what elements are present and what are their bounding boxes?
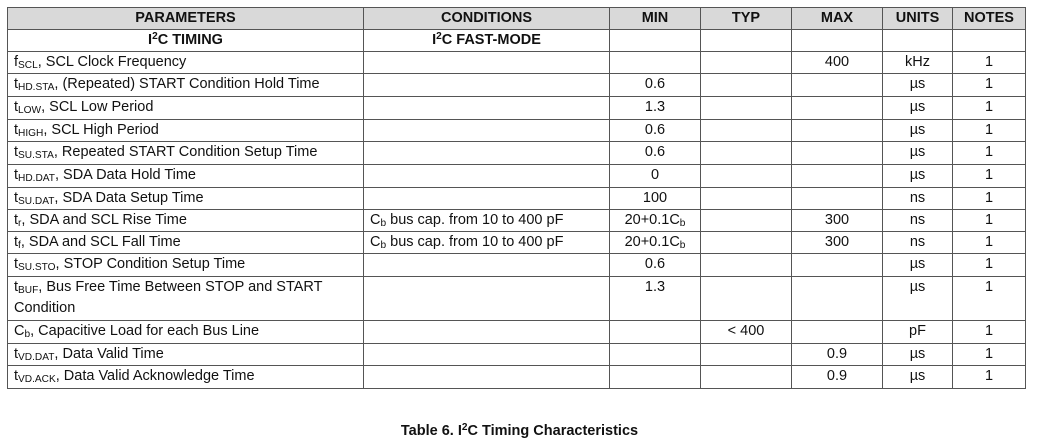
header-conditions: CONDITIONS	[364, 8, 610, 30]
condition-cell	[364, 366, 610, 389]
notes-cell: 1	[953, 188, 1026, 210]
header-row	[8, 8, 1026, 30]
typ-cell	[701, 97, 792, 120]
min-cell	[610, 321, 701, 344]
notes-cell: 1	[953, 74, 1026, 97]
units-cell: µs	[883, 254, 953, 277]
table-row	[8, 254, 1026, 277]
typ-cell	[701, 232, 792, 254]
units-cell: ns	[883, 210, 953, 232]
min-cell	[610, 52, 701, 74]
max-cell: 0.9	[792, 344, 883, 366]
typ-cell	[701, 142, 792, 165]
max-cell	[792, 188, 883, 210]
units-cell: µs	[883, 366, 953, 389]
notes-cell: 1	[953, 254, 1026, 277]
table-row	[8, 165, 1026, 188]
notes-cell: 1	[953, 366, 1026, 389]
condition-cell	[364, 120, 610, 142]
subheader-parameters: $I^2C$ TIMING	[8, 30, 364, 52]
condition-cell	[364, 254, 610, 277]
subheader-min	[610, 30, 701, 52]
units-cell: ns	[883, 188, 953, 210]
param-cell: $t_{BUF}$, Bus Free Time Between STOP and START Condition	[8, 277, 364, 321]
units-cell: µs	[883, 74, 953, 97]
param-cell: $t_{VD.ACK}$, Data Valid Acknowledge Time	[8, 366, 364, 389]
condition-cell	[364, 165, 610, 188]
subheader-units	[883, 30, 953, 52]
condition-cell: $C_b$ bus cap. from 10 to 400 pF	[364, 232, 610, 254]
units-cell: µs	[883, 277, 953, 321]
notes-cell: 1	[953, 344, 1026, 366]
units-cell: µs	[883, 165, 953, 188]
table-row	[8, 74, 1026, 97]
notes-cell: 1	[953, 97, 1026, 120]
condition-cell	[364, 277, 610, 321]
units-cell: kHz	[883, 52, 953, 74]
typ-cell	[701, 52, 792, 74]
table-row	[8, 321, 1026, 344]
typ-cell: < 400	[701, 321, 792, 344]
condition-cell	[364, 97, 610, 120]
table-row	[8, 277, 1026, 321]
param-cell: $t_{SU.STO}$, STOP Condition Setup Time	[8, 254, 364, 277]
table-row	[8, 120, 1026, 142]
typ-cell	[701, 74, 792, 97]
subheader-notes	[953, 30, 1026, 52]
notes-cell: 1	[953, 165, 1026, 188]
param-cell: $t_{SU.DAT}$, SDA Data Setup Time	[8, 188, 364, 210]
max-cell	[792, 74, 883, 97]
table-row	[8, 188, 1026, 210]
table-row	[8, 232, 1026, 254]
notes-cell: 1	[953, 52, 1026, 74]
units-cell: µs	[883, 142, 953, 165]
condition-cell	[364, 344, 610, 366]
param-cell: $t_r$, SDA and SCL Rise Time	[8, 210, 364, 232]
units-cell: pF	[883, 321, 953, 344]
typ-cell	[701, 210, 792, 232]
max-cell	[792, 97, 883, 120]
typ-cell	[701, 277, 792, 321]
param-cell: $t_{HD.STA}$, (Repeated) START Condition Hold Time	[8, 74, 364, 97]
header-typ: TYP	[701, 8, 792, 30]
min-cell	[610, 344, 701, 366]
units-cell: µs	[883, 97, 953, 120]
min-cell	[610, 366, 701, 389]
condition-cell: $C_b$ bus cap. from 10 to 400 pF	[364, 210, 610, 232]
max-cell	[792, 120, 883, 142]
units-cell: µs	[883, 344, 953, 366]
notes-cell: 1	[953, 210, 1026, 232]
table-row	[8, 97, 1026, 120]
condition-cell	[364, 74, 610, 97]
notes-cell: 1	[953, 277, 1026, 321]
table-row	[8, 52, 1026, 74]
notes-cell: 1	[953, 321, 1026, 344]
min-cell: 1.3	[610, 97, 701, 120]
table-row	[8, 142, 1026, 165]
min-cell: 0.6	[610, 74, 701, 97]
condition-cell	[364, 142, 610, 165]
i2c-timing-table	[7, 7, 1026, 389]
typ-cell	[701, 366, 792, 389]
condition-cell	[364, 188, 610, 210]
param-cell: $t_{SU.STA}$, Repeated START Condition Setup Time	[8, 142, 364, 165]
typ-cell	[701, 120, 792, 142]
table-row	[8, 344, 1026, 366]
min-cell: $20+0.1C_b$	[610, 210, 701, 232]
header-min: MIN	[610, 8, 701, 30]
subheader-max	[792, 30, 883, 52]
param-cell: $t_{VD.DAT}$, Data Valid Time	[8, 344, 364, 366]
min-cell: 100	[610, 188, 701, 210]
subheader-conditions: $I^2C$ FAST-MODE	[364, 30, 610, 52]
subheader-typ	[701, 30, 792, 52]
max-cell: 400	[792, 52, 883, 74]
units-cell: µs	[883, 120, 953, 142]
header-notes: NOTES	[953, 8, 1026, 30]
typ-cell	[701, 188, 792, 210]
min-cell: $20+0.1C_b$	[610, 232, 701, 254]
condition-cell	[364, 52, 610, 74]
param-cell: $t_f$, SDA and SCL Fall Time	[8, 232, 364, 254]
min-cell: 0.6	[610, 254, 701, 277]
header-units: UNITS	[883, 8, 953, 30]
min-cell: 0.6	[610, 142, 701, 165]
min-cell: 0.6	[610, 120, 701, 142]
max-cell	[792, 277, 883, 321]
table-row	[8, 210, 1026, 232]
max-cell: 0.9	[792, 366, 883, 389]
table-caption: Table 6. $I^2C$ Timing Characteristics	[400, 422, 639, 439]
notes-cell: 1	[953, 232, 1026, 254]
min-cell: 1.3	[610, 277, 701, 321]
param-cell: $t_{HIGH}$, SCL High Period	[8, 120, 364, 142]
notes-cell: 1	[953, 120, 1026, 142]
max-cell	[792, 142, 883, 165]
max-cell	[792, 321, 883, 344]
typ-cell	[701, 344, 792, 366]
units-cell: ns	[883, 232, 953, 254]
param-cell: $t_{LOW}$, SCL Low Period	[8, 97, 364, 120]
param-cell: $C_b$, Capacitive Load for each Bus Line	[8, 321, 364, 344]
header-max: MAX	[792, 8, 883, 30]
max-cell: 300	[792, 210, 883, 232]
typ-cell	[701, 254, 792, 277]
max-cell: 300	[792, 232, 883, 254]
min-cell: 0	[610, 165, 701, 188]
notes-cell: 1	[953, 142, 1026, 165]
max-cell	[792, 254, 883, 277]
condition-cell	[364, 321, 610, 344]
param-cell: $t_{HD.DAT}$, SDA Data Hold Time	[8, 165, 364, 188]
param-cell: $f_{SCL}$, SCL Clock Frequency	[8, 52, 364, 74]
header-parameters: PARAMETERS	[8, 8, 364, 30]
table-row	[8, 366, 1026, 389]
max-cell	[792, 165, 883, 188]
subheader-row	[8, 30, 1026, 52]
typ-cell	[701, 165, 792, 188]
